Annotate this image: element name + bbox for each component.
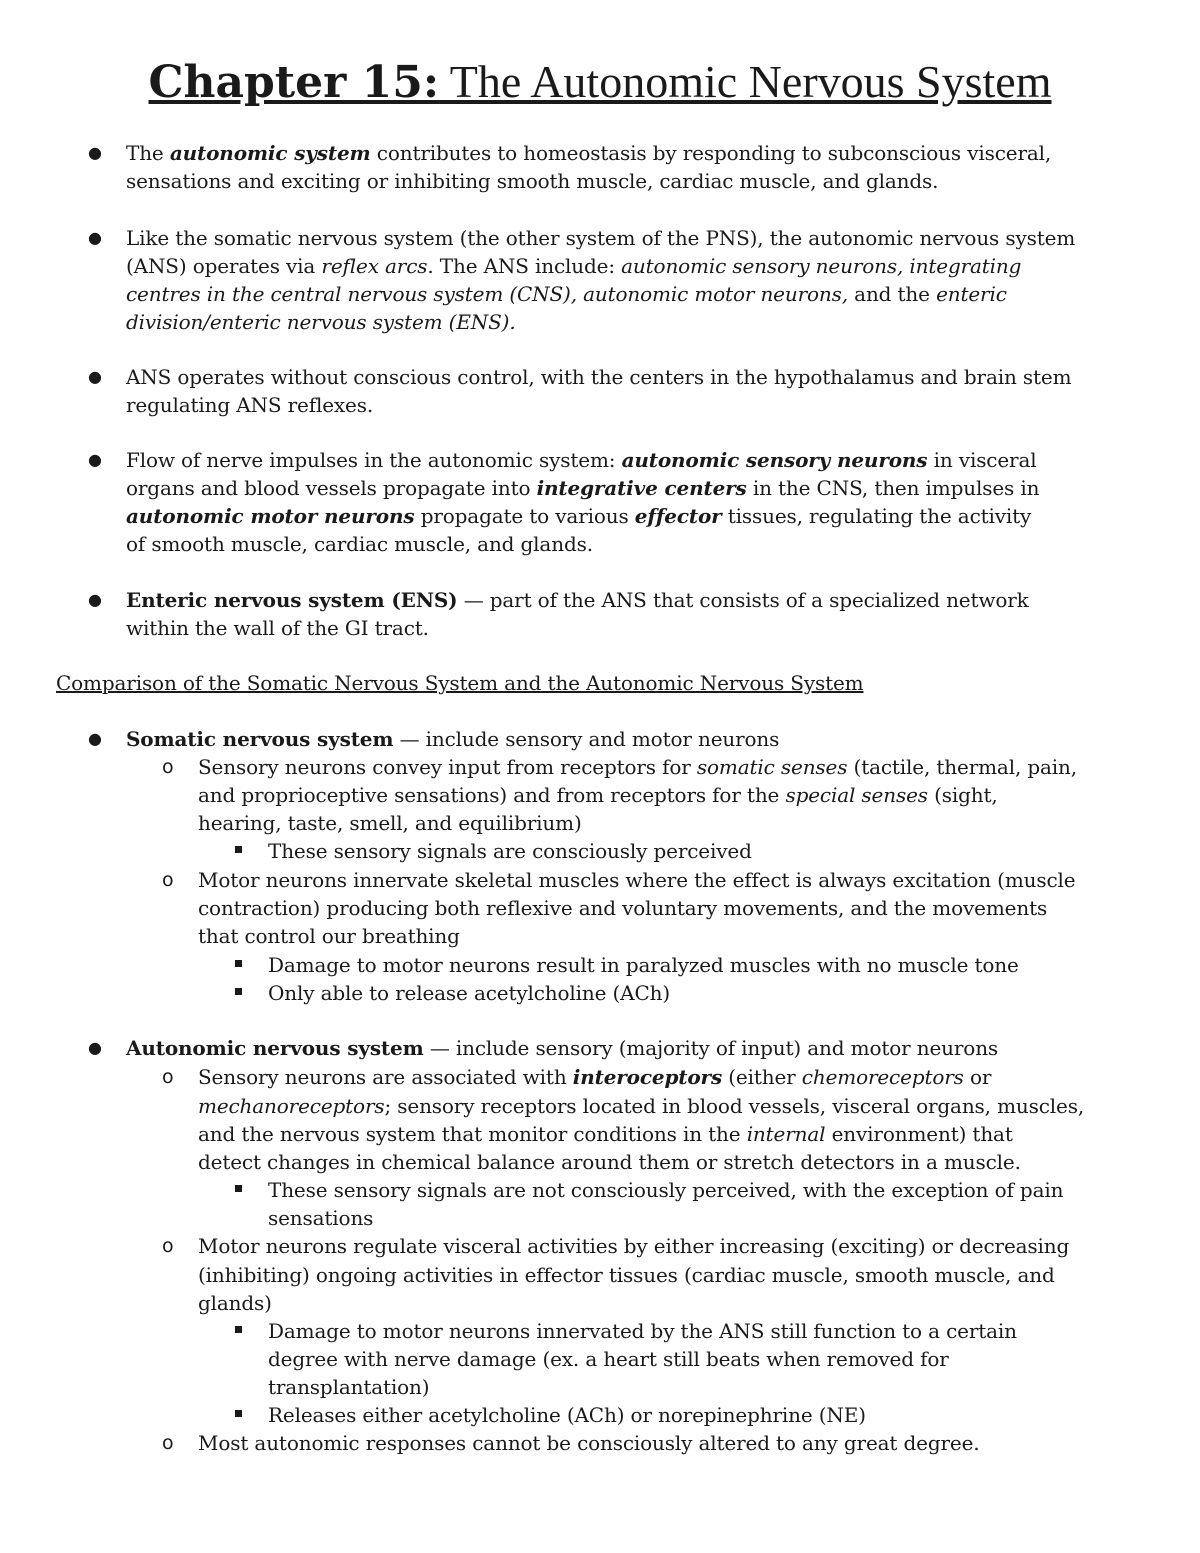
list-item-line: Most autonomic responses cannot be consciously altered to any great degree. (198, 1431, 980, 1455)
list-heading: Somatic nervous system — include sensory and motor neurons (126, 727, 780, 751)
section-heading: Comparison of the Somatic Nervous System and the Autonomic Nervous System (56, 671, 864, 695)
list-item-line: contraction) producing both reflexive and voluntary movements, and the movements (198, 896, 1048, 920)
paragraph-line: division/enteric nervous system (ENS). (126, 310, 516, 334)
square-bullet-icon (235, 1185, 242, 1192)
list-item-line: and the nervous system that monitor conditions in the internal environment) that (198, 1122, 1013, 1146)
bullet-icon: ● (88, 590, 102, 609)
list-item-line: These sensory signals are consciously perceived (268, 839, 752, 863)
bullet-icon: ● (88, 1038, 102, 1057)
paragraph-line: regulating ANS reflexes. (126, 393, 374, 417)
paragraph-line: (ANS) operates via reflex arcs. The ANS include: autonomic sensory neurons, integrating (126, 254, 1022, 278)
bullet-icon: ● (88, 228, 102, 247)
paragraph-line: centres in the central nervous system (CNS), autonomic motor neurons, and the enteric (126, 282, 1007, 306)
list-item-line: Damage to motor neurons result in paralyzed muscles with no muscle tone (268, 953, 1019, 977)
list-item-line: sensations (268, 1206, 374, 1230)
list-item-line: that control our breathing (198, 924, 460, 948)
square-bullet-icon (235, 988, 242, 995)
bullet-icon: ● (88, 729, 102, 748)
square-bullet-icon (235, 1410, 242, 1417)
circle-bullet-icon: o (162, 756, 174, 778)
paragraph-line: autonomic motor neurons propagate to various effector tissues, regulating the activity (126, 504, 1032, 528)
page-title (0, 52, 1200, 113)
bullet-icon: ● (88, 143, 102, 162)
paragraph-line: of smooth muscle, cardiac muscle, and glands. (126, 532, 593, 556)
list-item-line: These sensory signals are not consciously perceived, with the exception of pain (268, 1178, 1064, 1202)
list-item-line: transplantation) (268, 1375, 430, 1399)
paragraph-line: within the wall of the GI tract. (126, 616, 429, 640)
list-item-line: Sensory neurons are associated with interoceptors (either chemoreceptors or (198, 1065, 992, 1089)
list-heading: Autonomic nervous system — include sensory (majority of input) and motor neurons (126, 1036, 999, 1060)
paragraph-line: Enteric nervous system (ENS) — part of the ANS that consists of a specialized network (126, 588, 1029, 612)
circle-bullet-icon: o (162, 869, 174, 891)
title-chapter: Chapter 15: (148, 57, 440, 108)
list-item-line: Damage to motor neurons innervated by the ANS still function to a certain (268, 1319, 1017, 1343)
list-item-line: (inhibiting) ongoing activities in effector tissues (cardiac muscle, smooth muscle, and (198, 1263, 1055, 1287)
list-item-line: hearing, taste, smell, and equilibrium) (198, 811, 582, 835)
list-item-line: glands) (198, 1291, 272, 1315)
bullet-icon: ● (88, 367, 102, 386)
list-item-line: Only able to release acetylcholine (ACh) (268, 981, 671, 1005)
paragraph-line: organs and blood vessels propagate into integrative centers in the CNS, then impulses in (126, 476, 1040, 500)
list-item-line: mechanoreceptors; sensory receptors located in blood vessels, visceral organs, muscles, (198, 1094, 1085, 1118)
square-bullet-icon (235, 1326, 242, 1333)
square-bullet-icon (235, 846, 242, 853)
list-item-line: Motor neurons innervate skeletal muscles where the effect is always excitation (muscle (198, 868, 1076, 892)
list-item-line: detect changes in chemical balance around them or stretch detectors in a muscle. (198, 1150, 1021, 1174)
list-item-line: Sensory neurons convey input from receptors for somatic senses (tactile, thermal, pain, (198, 755, 1077, 779)
list-item-line: Releases either acetylcholine (ACh) or norepinephrine (NE) (268, 1403, 866, 1427)
list-item-line: degree with nerve damage (ex. a heart still beats when removed for (268, 1347, 949, 1371)
paragraph-line: Flow of nerve impulses in the autonomic system: autonomic sensory neurons in visceral (126, 448, 1037, 472)
list-item-line: and proprioceptive sensations) and from receptors for the special senses (sight, (198, 783, 998, 807)
circle-bullet-icon: o (162, 1432, 174, 1454)
list-item-line: Motor neurons regulate visceral activities by either increasing (exciting) or decreasing (198, 1234, 1070, 1258)
paragraph-line: ANS operates without conscious control, with the centers in the hypothalamus and brain stem (126, 365, 1072, 389)
paragraph-line: sensations and exciting or inhibiting smooth muscle, cardiac muscle, and glands. (126, 169, 939, 193)
square-bullet-icon (235, 960, 242, 967)
bullet-icon: ● (88, 450, 102, 469)
paragraph-line: The autonomic system contributes to homeostasis by responding to subconscious visceral, (126, 141, 1052, 165)
title-topic: The Autonomic Nervous System (439, 56, 1052, 107)
paragraph-line: Like the somatic nervous system (the other system of the PNS), the autonomic nervous system (126, 226, 1076, 250)
circle-bullet-icon: o (162, 1066, 174, 1088)
circle-bullet-icon: o (162, 1235, 174, 1257)
